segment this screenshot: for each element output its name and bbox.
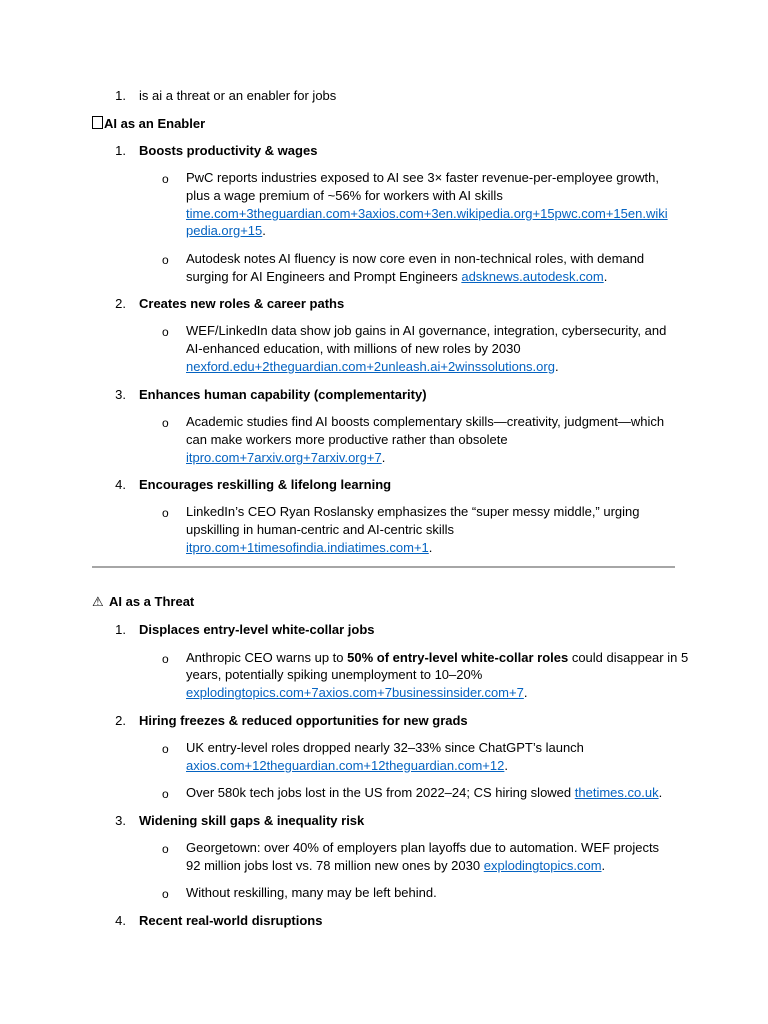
- period: .: [601, 858, 606, 873]
- bullet-icon: o: [162, 887, 169, 901]
- source-link[interactable]: time.com+3theguardian.com+3axios.com+3en.wikipedia.org+15pwc.com+15en.wiki: [186, 206, 668, 221]
- bullet-text: AI-enhanced education, with millions of new roles by 2030: [186, 341, 521, 356]
- period: .: [262, 223, 266, 238]
- link-line: [186, 539, 432, 557]
- source-link[interactable]: explodingtopics.com+7axios.com+7businessinsider.com+7: [186, 685, 524, 700]
- bullet-text: PwC reports industries exposed to AI see 3× faster revenue-per-employee growth,: [186, 170, 659, 185]
- list-number: 4.: [115, 913, 126, 928]
- list-number: 1.: [115, 88, 126, 103]
- period: .: [554, 359, 559, 374]
- threat-item-title: Recent real-world disruptions: [139, 913, 323, 928]
- source-link[interactable]: axios.com+12theguardian.com+12theguardian.com+12: [186, 758, 505, 773]
- period: .: [381, 450, 386, 465]
- bullet-icon: o: [162, 787, 169, 801]
- link-line: [186, 684, 527, 702]
- bullet-text: Academic studies find AI boosts complementary skills—creativity, judgment—which: [186, 414, 665, 429]
- bullet-line: [186, 857, 605, 875]
- bullet-text: could disappear in 5: [568, 650, 689, 665]
- question-text: is ai a threat or an enabler for jobs: [139, 88, 337, 103]
- bullet-text: LinkedIn’s CEO Ryan Roslansky emphasizes the “super messy middle,” urging: [186, 504, 640, 519]
- bullet-icon: o: [162, 652, 169, 666]
- list-number: 1.: [115, 622, 126, 637]
- source-link[interactable]: itpro.com+7arxiv.org+7arxiv.org+7: [186, 450, 382, 465]
- bullet-text: Autodesk notes AI fluency is now core even in non-technical roles, with demand: [186, 251, 645, 266]
- enabler-item-title: Encourages reskilling & lifelong learning: [139, 477, 392, 492]
- source-link[interactable]: nexford.edu+2theguardian.com+2unleash.ai+2winssolutions.org: [186, 359, 555, 374]
- bullet-text: Over 580k tech jobs lost in the US from 2022–24; CS hiring slowed: [186, 785, 572, 800]
- enabler-item-title: Creates new roles & career paths: [139, 296, 345, 311]
- enabler-item-title: Boosts productivity & wages: [139, 143, 318, 158]
- bullet-text: plus a wage premium of ~56% for workers with AI skills: [186, 188, 503, 203]
- source-link[interactable]: thetimes.co.uk: [574, 785, 659, 800]
- bullet-icon: o: [162, 416, 169, 430]
- threat-item-title: Hiring freezes & reduced opportunities for new grads: [139, 713, 468, 728]
- bullet-line: [186, 268, 607, 286]
- period: .: [523, 685, 528, 700]
- period: .: [504, 758, 508, 773]
- check-box-icon: [92, 116, 103, 129]
- period: .: [658, 785, 663, 800]
- link-line: [186, 757, 508, 775]
- list-number: 3.: [115, 813, 126, 828]
- bullet-text: upskilling in human-centric and AI-centric skills: [186, 522, 455, 537]
- bullet-icon: o: [162, 506, 169, 520]
- bullet-line: [186, 784, 662, 802]
- bullet-icon: o: [162, 842, 169, 856]
- warning-icon: ⚠: [92, 594, 104, 609]
- threat-item-title: Displaces entry-level white-collar jobs: [139, 622, 375, 637]
- list-number: 3.: [115, 387, 126, 402]
- source-link[interactable]: itpro.com+1timesofindia.indiatimes.com+1: [186, 540, 429, 555]
- bullet-text: WEF/LinkedIn data show job gains in AI governance, integration, cybersecurity, and: [186, 323, 667, 338]
- source-link[interactable]: explodingtopics.com: [483, 858, 602, 873]
- bullet-text: years, potentially spiking unemployment to 10–20%: [186, 667, 483, 682]
- list-number: 2.: [115, 296, 126, 311]
- link-line: [186, 358, 559, 376]
- bullet-line: [186, 649, 688, 667]
- source-link[interactable]: adsknews.autodesk.com: [461, 269, 604, 284]
- section-divider: [92, 566, 675, 568]
- period: .: [428, 540, 433, 555]
- source-link[interactable]: pedia.org+15: [186, 223, 263, 238]
- bullet-text: Anthropic CEO warns up to: [186, 650, 348, 665]
- list-number: 2.: [115, 713, 126, 728]
- bullet-text: UK entry-level roles dropped nearly 32–33% since ChatGPT’s launch: [186, 740, 584, 755]
- threat-item-title: Widening skill gaps & inequality risk: [139, 813, 365, 828]
- list-number: 4.: [115, 477, 126, 492]
- bullet-text: surging for AI Engineers and Prompt Engineers: [186, 269, 458, 284]
- bullet-text: Georgetown: over 40% of employers plan layoffs due to automation. WEF projects: [186, 840, 660, 855]
- bullet-text: 92 million jobs lost vs. 78 million new ones by 2030: [186, 858, 481, 873]
- bullet-icon: o: [162, 172, 169, 186]
- threat-heading: AI as a Threat: [109, 594, 195, 609]
- link-line: [186, 449, 385, 467]
- bullet-text: Without reskilling, many may be left behind.: [186, 885, 437, 900]
- bullet-icon: o: [162, 742, 169, 756]
- link-line: [186, 222, 266, 240]
- period: .: [603, 269, 608, 284]
- bullet-icon: o: [162, 325, 169, 339]
- enabler-item-title: Enhances human capability (complementarity): [139, 387, 427, 402]
- bullet-emphasis: 50% of entry-level white-collar roles: [347, 650, 569, 665]
- bullet-text: can make workers more productive rather than obsolete: [186, 432, 508, 447]
- bullet-icon: o: [162, 253, 169, 267]
- list-number: 1.: [115, 143, 126, 158]
- enabler-heading: AI as an Enabler: [104, 116, 206, 131]
